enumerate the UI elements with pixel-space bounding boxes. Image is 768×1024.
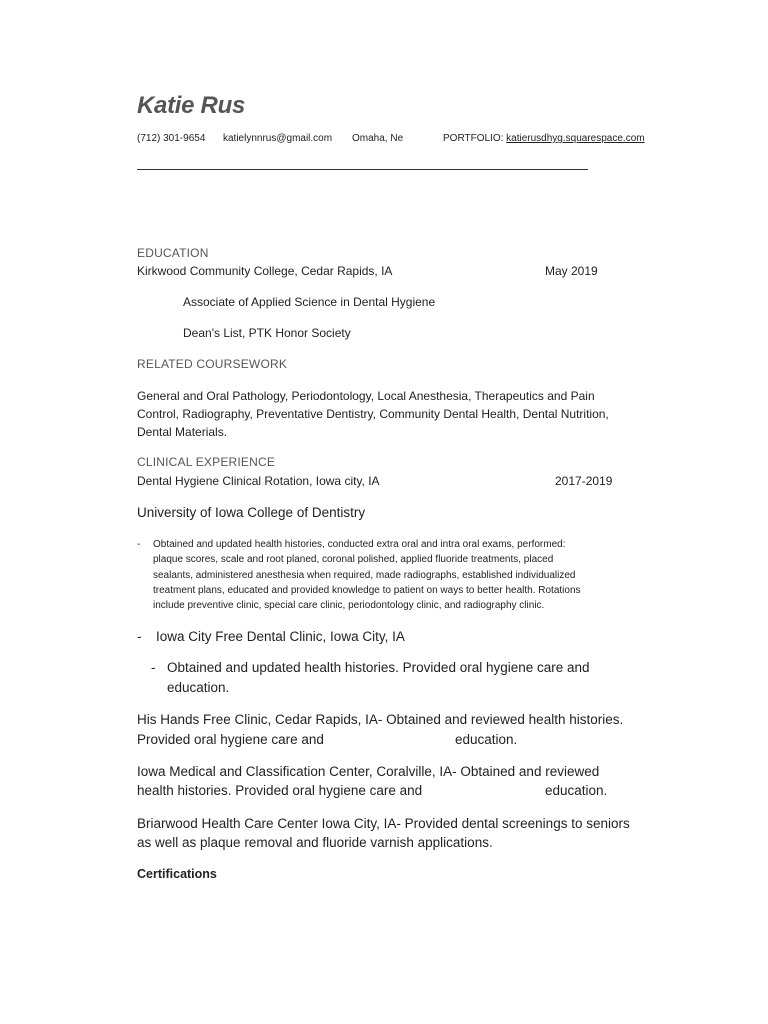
bullet-line: treatment plans, educated and provided knowledge to patient on ways to better health. Rotations (153, 584, 581, 596)
bullet-line: Obtained and updated health histories, conducted extra oral and intra oral exams, performed: (153, 539, 566, 550)
bullet-line: sealants, administered anesthesia when required, made radiographs, established individualized (153, 569, 576, 581)
university-name: University of Iowa College of Dentistry (137, 505, 366, 520)
coursework-list (137, 387, 609, 441)
coursework-line: Dental Materials. (137, 425, 228, 439)
coursework-heading: RELATED COURSEWORK (137, 357, 288, 371)
his-hands-line: His Hands Free Clinic, Cedar Rapids, IA- Obtained and reviewed health histories. (137, 712, 624, 727)
clinical-heading: CLINICAL EXPERIENCE (137, 455, 276, 469)
iowa-medical-line: Iowa Medical and Classification Center, Coralville, IA- Obtained and reviewed (137, 764, 600, 779)
his-hands-line: Provided oral hygiene care and (137, 732, 324, 747)
email-address: katielynnrus@gmail.com (223, 133, 333, 144)
education-degree: Associate of Applied Science in Dental Hygiene (183, 295, 436, 309)
bullet-line: plaque scores, scale and root planed, coronal polished, applied fluoride treatments, placed (153, 554, 554, 566)
portfolio-link[interactable]: katierusdhyg.squarespace.com (506, 133, 645, 144)
coursework-line: General and Oral Pathology, Periodontology, Local Anesthesia, Therapeutics and Pain (137, 389, 595, 403)
bullet-line: education. (167, 680, 230, 695)
free-clinic-dash: - (137, 629, 142, 644)
header-divider (137, 169, 588, 170)
location: Omaha, Ne (352, 133, 404, 144)
education-honors: Dean's List, PTK Honor Society (183, 326, 351, 340)
briarwood-line: Briarwood Health Care Center Iowa City, IA- Provided dental screenings to seniors (137, 816, 630, 831)
iowa-medical-line: health histories. Provided oral hygiene care and (137, 783, 423, 798)
candidate-name: Katie Rus (137, 92, 245, 119)
iowa-medical-line: education. (545, 783, 608, 798)
his-hands-line: education. (455, 732, 518, 747)
clinical-rotation-dates: 2017-2019 (555, 474, 613, 488)
bullet-line: Obtained and updated health histories. Provided oral hygiene care and (167, 660, 590, 675)
bullet-dash: - (137, 539, 141, 550)
free-clinic-bullet-dash: - (151, 660, 156, 675)
coursework-line: Control, Radiography, Preventative Dentistry, Community Dental Health, Dental Nutrition, (137, 407, 609, 421)
phone-number: (712) 301-9654 (137, 133, 206, 144)
bullet-line: include preventive clinic, special care clinic, periodontology clinic, and radiography clinic. (153, 600, 545, 612)
clinical-rotation: Dental Hygiene Clinical Rotation, Iowa city, IA (137, 474, 380, 488)
briarwood-line: as well as plaque removal and fluoride varnish applications. (137, 835, 493, 850)
portfolio (443, 133, 645, 144)
education-heading: EDUCATION (137, 246, 209, 260)
certifications-heading: Certifications (137, 867, 217, 881)
portfolio-label: PORTFOLIO: (443, 133, 504, 144)
education-school: Kirkwood Community College, Cedar Rapids, IA (137, 264, 393, 278)
free-clinic-bullet (167, 658, 590, 698)
free-clinic-name: Iowa City Free Dental Clinic, Iowa City, IA (156, 629, 405, 644)
education-date: May 2019 (545, 264, 598, 278)
